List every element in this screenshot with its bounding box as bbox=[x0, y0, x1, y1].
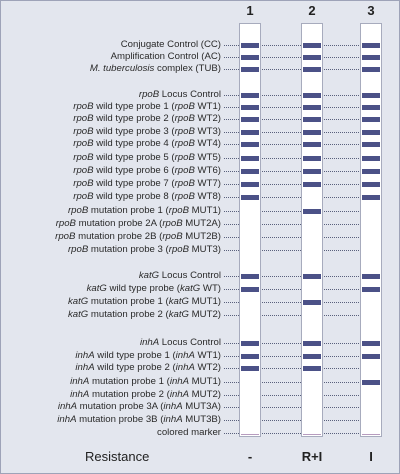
test-strip-2 bbox=[301, 23, 323, 437]
band-rpob-wt4 bbox=[241, 142, 259, 147]
band-rpob-lc bbox=[362, 93, 380, 98]
probe-label-cc: Conjugate Control (CC) bbox=[120, 39, 221, 50]
colored-marker-line bbox=[362, 434, 380, 435]
probe-label-katg-mut2: katG mutation probe 2 (katG MUT2) bbox=[67, 309, 221, 320]
resistance-value: I bbox=[369, 449, 373, 464]
probe-label-rpob-wt5: rpoB wild type probe 5 (rpoB WT5) bbox=[73, 152, 221, 163]
resistance-label: Resistance bbox=[85, 449, 150, 464]
band-rpob-wt6 bbox=[241, 169, 259, 174]
band-rpob-wt5 bbox=[241, 156, 259, 161]
probe-label-katg-lc: katG Locus Control bbox=[138, 270, 221, 281]
band-rpob-wt1 bbox=[241, 105, 259, 110]
band-tub bbox=[241, 67, 259, 72]
resistance-value: R+I bbox=[301, 449, 323, 464]
band-rpob-wt7 bbox=[241, 182, 259, 187]
probe-label-rpob-mut2a: rpoB mutation probe 2A (rpoB MUT2A) bbox=[55, 218, 221, 229]
probe-label-rpob-mut3: rpoB mutation probe 3 (rpoB MUT3) bbox=[67, 244, 221, 255]
probe-label-rpob-wt7: rpoB wild type probe 7 (rpoB WT7) bbox=[73, 178, 221, 189]
band-katg-lc bbox=[241, 274, 259, 279]
colored-marker-line bbox=[241, 434, 259, 435]
probe-label-katg-wt: katG wild type probe (katG WT) bbox=[86, 283, 221, 294]
band-katg-wt bbox=[362, 287, 380, 292]
band-tub bbox=[303, 67, 321, 72]
band-inha-wt2 bbox=[303, 366, 321, 371]
probe-label-inha-wt2: inhA wild type probe 2 (inhA WT2) bbox=[75, 362, 221, 373]
lane-number: 1 bbox=[246, 3, 254, 18]
probe-label-rpob-wt4: rpoB wild type probe 4 (rpoB WT4) bbox=[73, 138, 221, 149]
band-rpob-wt2 bbox=[241, 117, 259, 122]
band-katg-wt bbox=[241, 287, 259, 292]
band-rpob-wt3 bbox=[241, 130, 259, 135]
band-rpob-wt8 bbox=[241, 195, 259, 200]
band-ac bbox=[362, 55, 380, 60]
band-rpob-wt7 bbox=[303, 182, 321, 187]
band-rpob-wt5 bbox=[362, 156, 380, 161]
band-inha-wt1 bbox=[303, 354, 321, 359]
band-cc bbox=[241, 43, 259, 48]
band-katg-lc bbox=[303, 274, 321, 279]
band-katg-lc bbox=[362, 274, 380, 279]
probe-label-tub: M. tuberculosis complex (TUB) bbox=[89, 63, 221, 74]
probe-label-rpob-wt8: rpoB wild type probe 8 (rpoB WT8) bbox=[73, 191, 221, 202]
test-strip-1 bbox=[239, 23, 261, 437]
band-rpob-wt4 bbox=[362, 142, 380, 147]
band-inha-wt1 bbox=[241, 354, 259, 359]
band-inha-wt2 bbox=[241, 366, 259, 371]
band-ac bbox=[241, 55, 259, 60]
probe-label-inha-mut2: inhA mutation probe 2 (inhA MUT2) bbox=[70, 389, 221, 400]
probe-label-rpob-wt3: rpoB wild type probe 3 (rpoB WT3) bbox=[73, 126, 221, 137]
band-rpob-wt6 bbox=[362, 169, 380, 174]
probe-label-inha-mut1: inhA mutation probe 1 (inhA MUT1) bbox=[70, 376, 221, 387]
probe-label-rpob-mut1: rpoB mutation probe 1 (rpoB MUT1) bbox=[67, 205, 221, 216]
band-rpob-wt7 bbox=[362, 182, 380, 187]
band-rpob-wt5 bbox=[303, 156, 321, 161]
band-cc bbox=[303, 43, 321, 48]
band-inha-mut1 bbox=[362, 380, 380, 385]
probe-label-rpob-wt6: rpoB wild type probe 6 (rpoB WT6) bbox=[73, 165, 221, 176]
band-rpob-mut1 bbox=[303, 209, 321, 214]
probe-label-katg-mut1: katG mutation probe 1 (katG MUT1) bbox=[67, 296, 221, 307]
band-katg-mut1 bbox=[303, 300, 321, 305]
band-rpob-lc bbox=[303, 93, 321, 98]
probe-label-marker: colored marker bbox=[157, 427, 221, 438]
probe-label-rpob-mut2b: rpoB mutation probe 2B (rpoB MUT2B) bbox=[55, 231, 221, 242]
band-rpob-wt6 bbox=[303, 169, 321, 174]
probe-label-rpob-wt2: rpoB wild type probe 2 (rpoB WT2) bbox=[73, 113, 221, 124]
probe-label-rpob-wt1: rpoB wild type probe 1 (rpoB WT1) bbox=[73, 101, 221, 112]
band-inha-lc bbox=[241, 341, 259, 346]
band-rpob-wt3 bbox=[362, 130, 380, 135]
band-rpob-wt8 bbox=[362, 195, 380, 200]
probe-label-inha-lc: inhA Locus Control bbox=[139, 337, 221, 348]
band-inha-wt1 bbox=[362, 354, 380, 359]
band-rpob-wt2 bbox=[362, 117, 380, 122]
band-cc bbox=[362, 43, 380, 48]
band-inha-lc bbox=[303, 341, 321, 346]
band-rpob-wt1 bbox=[303, 105, 321, 110]
probe-label-inha-wt1: inhA wild type probe 1 (inhA WT1) bbox=[75, 350, 221, 361]
resistance-value: - bbox=[247, 449, 253, 464]
probe-label-rpob-lc: rpoB Locus Control bbox=[138, 89, 221, 100]
probe-label-ac: Amplification Control (AC) bbox=[110, 51, 221, 62]
band-rpob-lc bbox=[241, 93, 259, 98]
band-rpob-wt4 bbox=[303, 142, 321, 147]
lane-number: 3 bbox=[367, 3, 375, 18]
band-rpob-wt3 bbox=[303, 130, 321, 135]
lane-number: 2 bbox=[308, 3, 316, 18]
probe-label-inha-mut3b: inhA mutation probe 3B (inhA MUT3B) bbox=[57, 414, 221, 425]
band-rpob-wt1 bbox=[362, 105, 380, 110]
band-ac bbox=[303, 55, 321, 60]
colored-marker-line bbox=[303, 434, 321, 435]
band-rpob-wt2 bbox=[303, 117, 321, 122]
band-tub bbox=[362, 67, 380, 72]
test-strip-3 bbox=[360, 23, 382, 437]
band-inha-lc bbox=[362, 341, 380, 346]
probe-label-inha-mut3a: inhA mutation probe 3A (inhA MUT3A) bbox=[57, 401, 221, 412]
